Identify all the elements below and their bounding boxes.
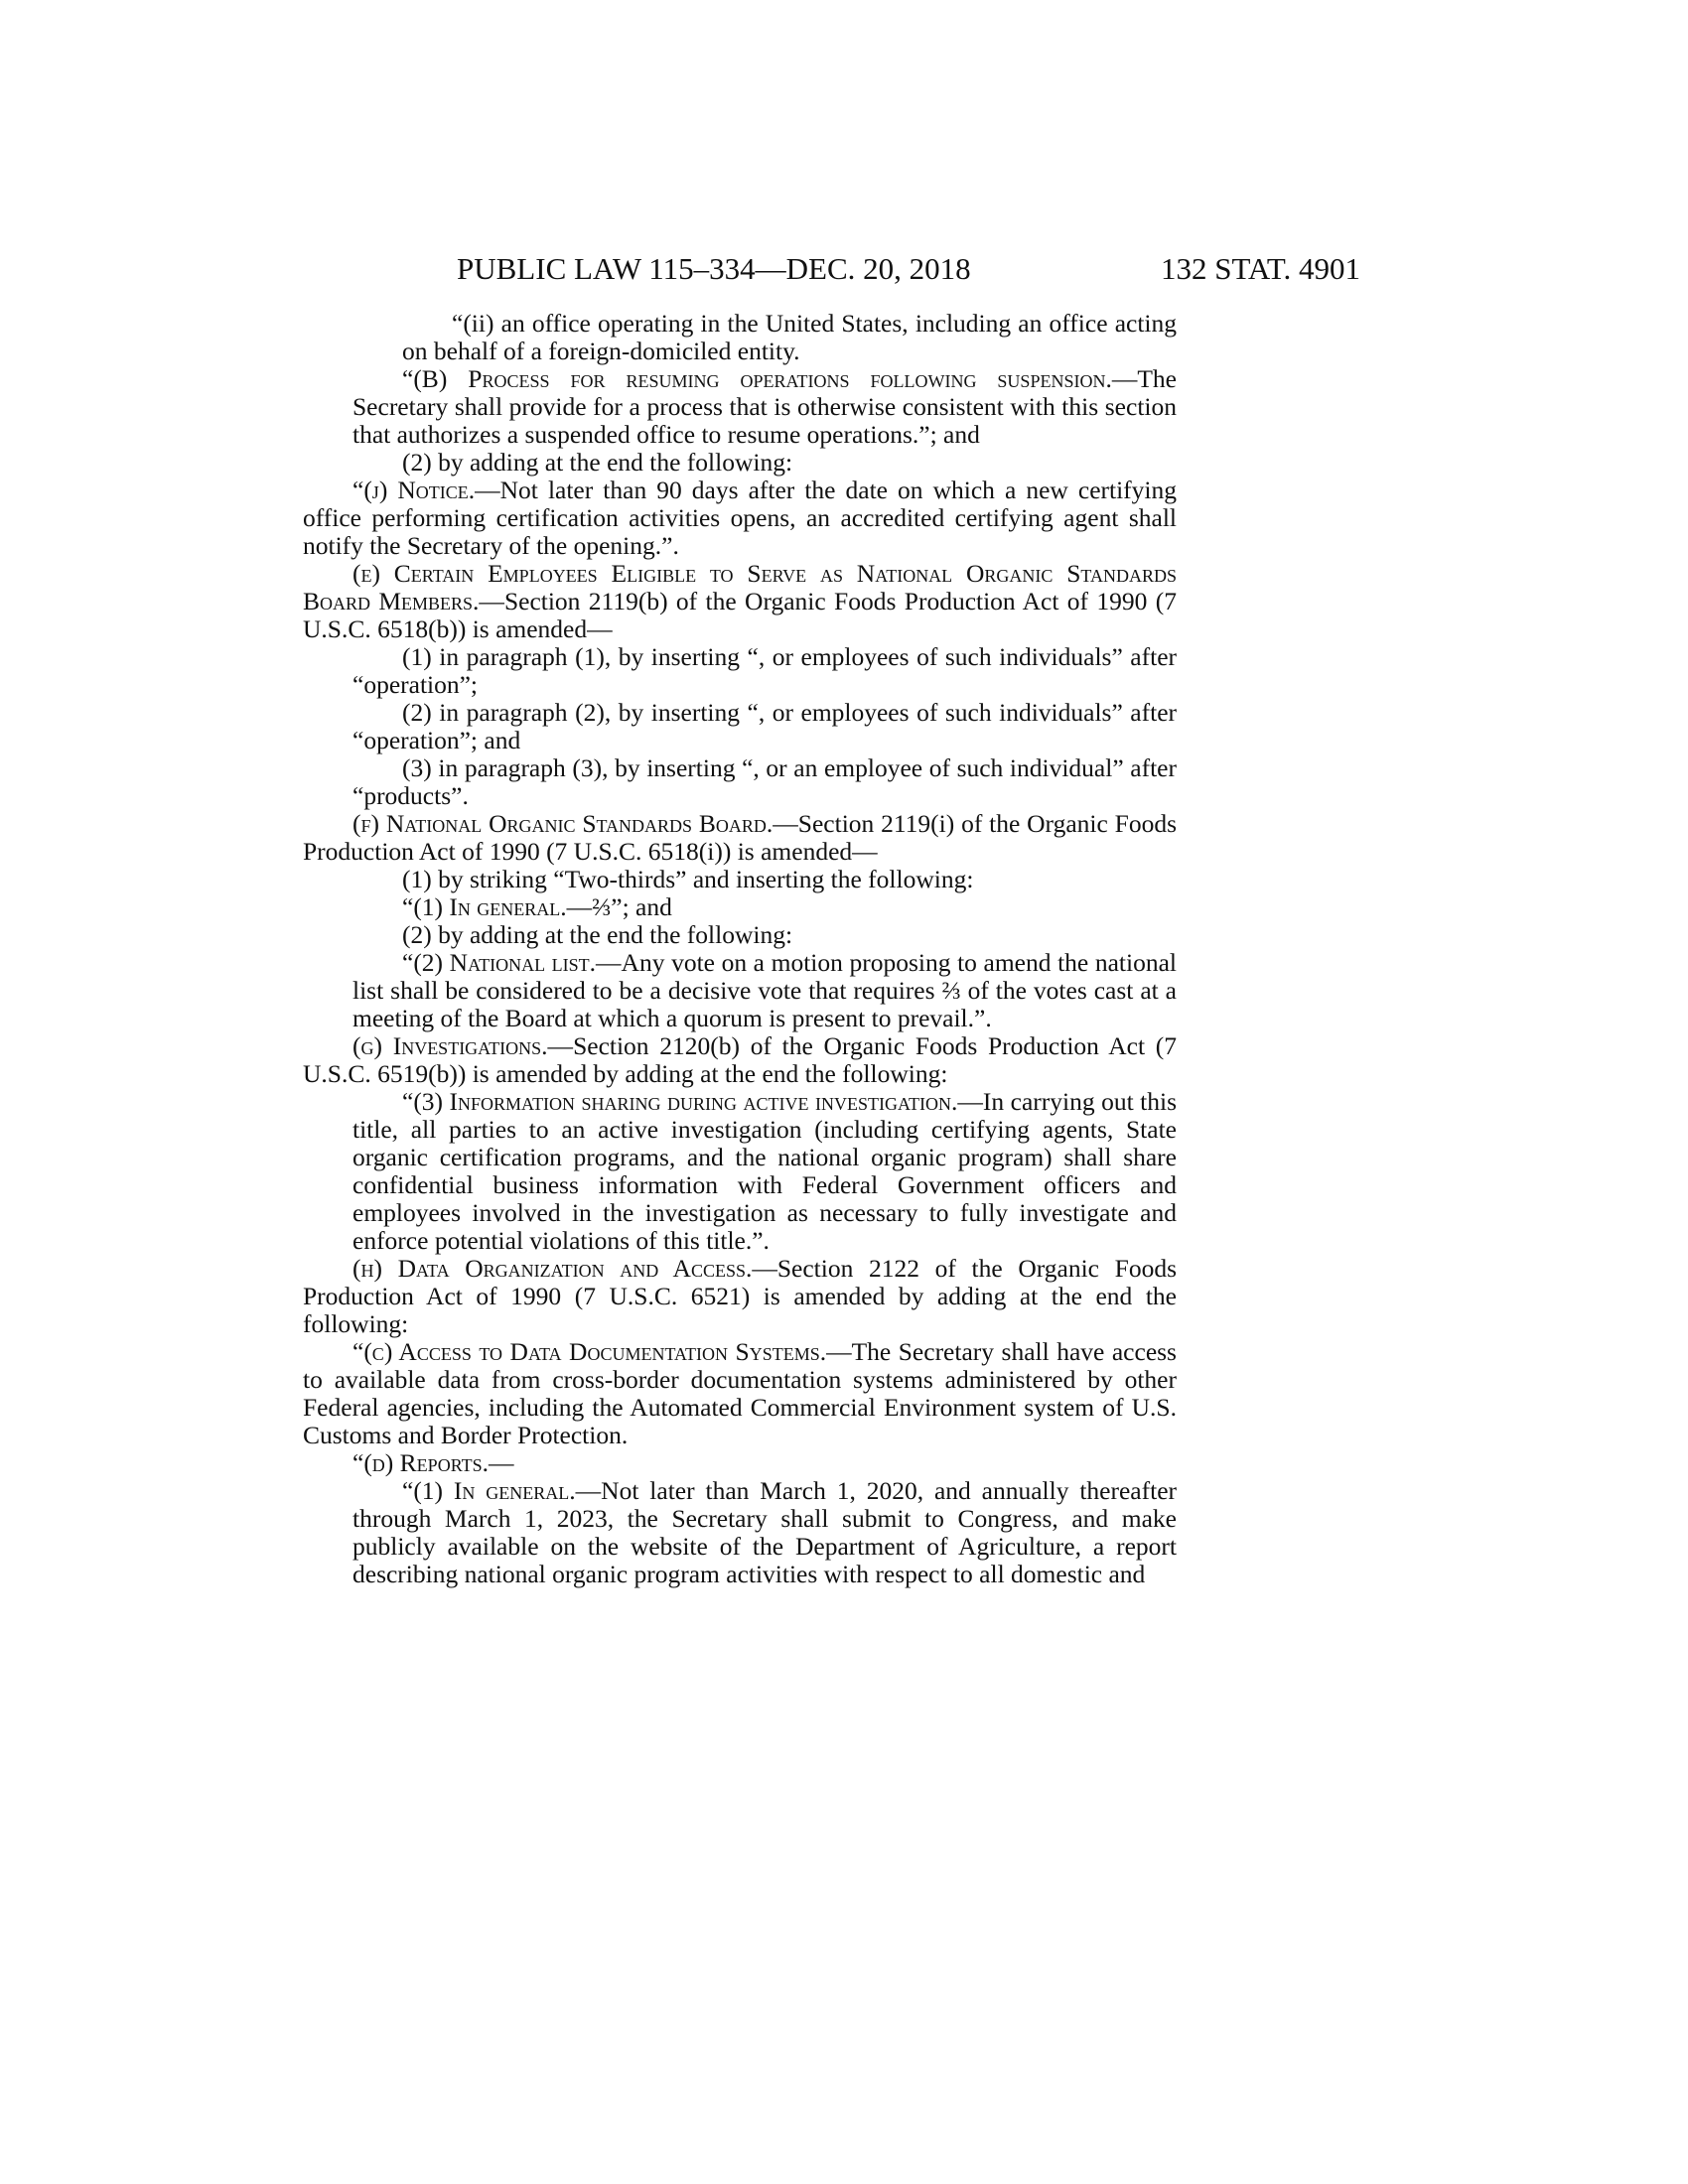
paragraph-text: The Secretary shall provide for a process that is otherwise consistent with this section that authorizes a suspended office to resume operations.”; and	[352, 364, 1177, 449]
statute-page-number: 132 STAT. 4901	[1160, 251, 1360, 286]
paragraph-text: (2) by adding at the end the following:	[402, 448, 793, 477]
paragraph	[303, 1032, 1177, 1088]
paragraph	[303, 866, 1177, 893]
paragraph	[303, 699, 1177, 754]
paragraph-text: Section 2120(b) of the Organic Foods Production Act (7 U.S.C. 6519(b)) is amended by adding at the end the following:	[303, 1031, 1178, 1088]
paragraph	[303, 1477, 1177, 1588]
paragraph	[303, 1338, 1177, 1449]
paragraph-text: “(ii) an office operating in the United States, including an office acting on behalf of a foreign-domiciled entity.	[402, 309, 1177, 365]
paragraph	[303, 754, 1177, 810]
paragraph	[303, 921, 1177, 949]
paragraph	[303, 643, 1177, 699]
section-caption: (g) Investigations.—	[352, 1031, 574, 1060]
section-caption: “(j) Notice.—	[352, 476, 500, 504]
document-page	[303, 248, 1360, 1588]
paragraph-text: Not later than March 1, 2020, and annually thereafter through March 1, 2023, the Secretary shall submit to Congress, and make publicly available on the website of the Department of Agriculture, a report describing national organic program activities with respect to all domestic and	[352, 1476, 1178, 1588]
paragraph-text: (2) in paragraph (2), by inserting “, or employees of such individuals” after “operation”; and	[352, 698, 1177, 754]
section-caption: “(3) Information sharing during active investigation.—	[402, 1087, 983, 1116]
document-body	[303, 310, 1177, 1588]
paragraph	[303, 949, 1177, 1032]
section-caption: (f) National Organic Standards Board.—	[352, 809, 798, 838]
section-caption: (h) Data Organization and Access.—	[352, 1254, 777, 1283]
paragraph-text: Not later than 90 days after the date on which a new certifying office performing certification activities opens, an accredited certifying agent shall notify the Secretary of the opening.”.	[303, 476, 1177, 560]
paragraph	[303, 1088, 1177, 1255]
paragraph-text: (2) by adding at the end the following:	[402, 920, 793, 949]
paragraph	[303, 560, 1177, 643]
paragraph	[303, 365, 1177, 449]
paragraph-text: Section 2122 of the Organic Foods Production Act of 1990 (7 U.S.C. 6521) is amended by adding at the end the following:	[303, 1254, 1178, 1338]
section-caption: (e) Certain Employees Eligible to Serve as National Organic Standards Board Members.—	[303, 559, 1177, 615]
section-caption: “(1) In general.—	[402, 892, 593, 921]
paragraph	[303, 1449, 1177, 1477]
section-caption: “(2) National list.—	[402, 948, 622, 977]
page-header	[303, 248, 1360, 290]
paragraph	[303, 810, 1177, 866]
paragraph	[303, 1255, 1177, 1338]
paragraph-text: Section 2119(b) of the Organic Foods Production Act of 1990 (7 U.S.C. 6518(b)) is amended—	[303, 587, 1178, 643]
paragraph-text: ⅔”; and	[592, 892, 672, 921]
paragraph-text: The Secretary shall have access to available data from cross-border documentation systems administered by other Federal agencies, including the Automated Commercial Environment system of U.S. Customs and Border Protection.	[303, 1337, 1177, 1449]
paragraph	[303, 893, 1177, 921]
law-citation: PUBLIC LAW 115–334—DEC. 20, 2018	[457, 251, 971, 286]
paragraph-text: (1) in paragraph (1), by inserting “, or employees of such individuals” after “operation”;	[352, 642, 1177, 699]
paragraph	[303, 310, 1177, 365]
section-caption: “(d) Reports.—	[352, 1448, 514, 1477]
paragraph-text: (1) by striking “Two-thirds” and inserting the following:	[402, 865, 974, 893]
paragraph	[303, 477, 1177, 560]
paragraph-text: Any vote on a motion proposing to amend the national list shall be considered to be a decisive vote that requires ⅔ of the votes cast at a meeting of the Board at which a quorum is present to prevail.”.	[352, 948, 1177, 1032]
section-caption: “(c) Access to Data Documentation Systems.—	[352, 1337, 852, 1366]
section-caption: “(B) Process for resuming operations following suspension.—	[402, 364, 1138, 393]
paragraph-text: Section 2119(i) of the Organic Foods Production Act of 1990 (7 U.S.C. 6518(i)) is amended—	[303, 809, 1177, 866]
paragraph	[303, 449, 1177, 477]
section-caption: “(1) In general.—	[402, 1476, 602, 1505]
paragraph-text: (3) in paragraph (3), by inserting “, or an employee of such individual” after “products”.	[352, 753, 1177, 810]
paragraph-text: In carrying out this title, all parties to an active investigation (including certifying agents, State organic certification programs, and the national organic program) shall share confidential business information with Federal Government officers and employees involved in the investigation as necessary to fully investigate and enforce potential violations of this title.”.	[352, 1087, 1178, 1255]
